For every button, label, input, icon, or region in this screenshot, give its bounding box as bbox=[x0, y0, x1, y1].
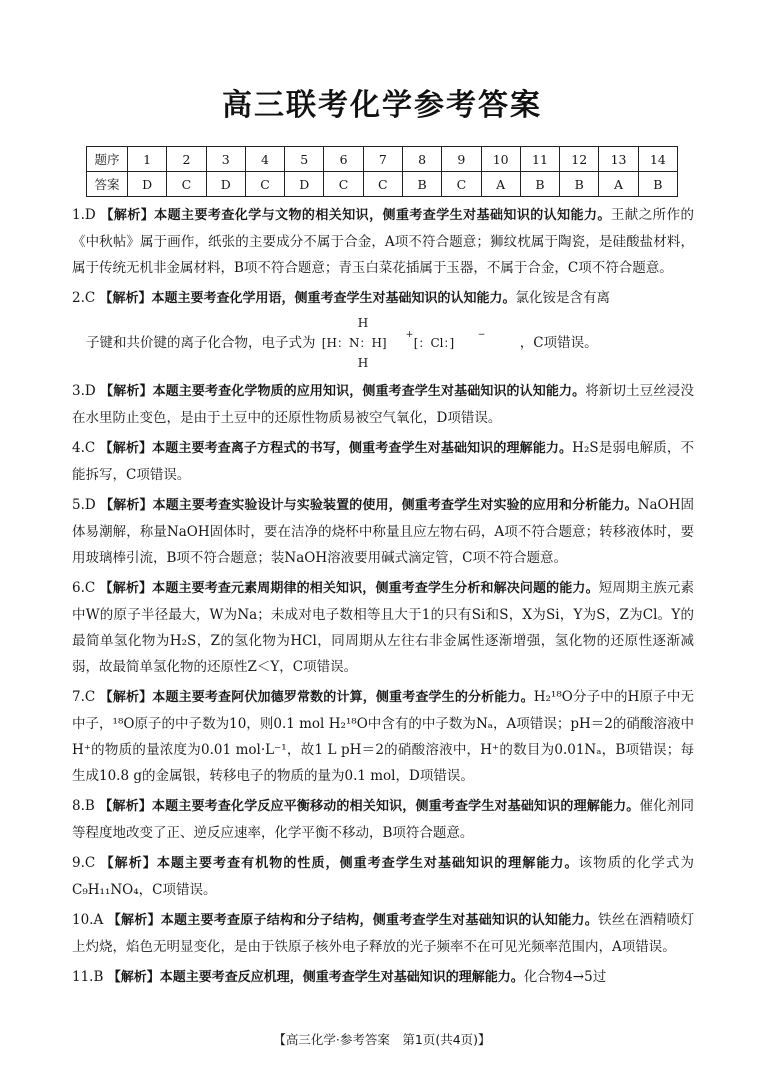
answer-cell: C bbox=[324, 172, 363, 197]
ef-top-h: H bbox=[357, 316, 369, 330]
answer-cell: A bbox=[481, 172, 520, 197]
answer-cell: C bbox=[245, 172, 284, 197]
ef-left: [H：N：H] bbox=[321, 336, 387, 350]
explanation-list bbox=[72, 202, 694, 995]
question-number-cell: 9 bbox=[442, 147, 481, 172]
ef-charge-plus: + bbox=[405, 330, 414, 340]
item-body: 氯化铵是含有离 bbox=[515, 290, 611, 306]
item-number: 2.C bbox=[72, 290, 96, 306]
electron-formula bbox=[320, 316, 520, 370]
list-item bbox=[72, 202, 694, 281]
item-body: 化合物4→5过 bbox=[523, 969, 607, 985]
answer-cell: A bbox=[599, 172, 638, 197]
list-item bbox=[72, 492, 694, 571]
list-item bbox=[72, 850, 694, 903]
answer-cell: D bbox=[206, 172, 245, 197]
answer-table-answer-row bbox=[87, 172, 678, 197]
item-tag: 【解析】本题主要考查有机物的性质，侧重考查学生对基础知识的理解能力。 bbox=[100, 856, 579, 871]
item-body: H₂¹⁸O分子中的H原子中无中子，¹⁸O原子的中子数为10，则0.1 mol H₂¹⁸O中含有的中子数为Nₐ，A项错误；pH＝2的硝酸溶液中H⁺的物质的量浓度为0.01 mol·L⁻¹，故1 L pH＝2的硝酸溶液中，H⁺的数目为0.01Nₐ，B项错误；每生成10.8 g的金属银，转移电子的物质的量为0.1 mol，D项错误。 bbox=[72, 689, 694, 784]
item-number: 4.C bbox=[72, 440, 96, 456]
question-number-cell: 4 bbox=[245, 147, 284, 172]
question-number-cell: 7 bbox=[363, 147, 402, 172]
item-body: 短周期主族元素中W的原子半径最大，W为Na；未成对电子数相等且大于1的只有Si和S，X为Si，Y为S，Z为Cl。Y的最简单氢化物为H₂S，Z的氢化物为HCl，同周期从左往右非金属性逐渐增强，氢化物的还原性逐渐减弱，故最简单氢化物的还原性Z＜Y，C项错误。 bbox=[72, 580, 694, 675]
item-body: 催化剂同等程度地改变了正、逆反应速率，化学平衡不移动，B项符合题意。 bbox=[72, 798, 694, 841]
item-body: NaOH固体易潮解，称量NaOH固体时，要在洁净的烧杯中称量且应左物右码，A项不符合题意；转移液体时，要用玻璃棒引流，B项不符合题意；装NaOH溶液要用碱式滴定管，C项不符合题意。 bbox=[72, 497, 694, 566]
item-body-line2 bbox=[86, 316, 598, 370]
list-item bbox=[72, 907, 694, 960]
page-title: 高三联考化学参考答案 bbox=[222, 88, 542, 123]
answer-table bbox=[86, 146, 678, 197]
item-number: 7.C bbox=[72, 689, 96, 705]
answer-table-number-row bbox=[87, 147, 678, 172]
question-number-cell: 13 bbox=[599, 147, 638, 172]
answer-cell: B bbox=[402, 172, 441, 197]
question-number-cell: 1 bbox=[128, 147, 167, 172]
answer-table-row2-label: 答案 bbox=[87, 172, 128, 197]
item-number: 5.D bbox=[72, 497, 96, 513]
question-number-cell: 6 bbox=[324, 147, 363, 172]
item-tag: 【解析】本题主要考查反应机理，侧重考查学生对基础知识的理解能力。 bbox=[107, 970, 524, 985]
item-number: 10.A bbox=[72, 912, 104, 928]
item-tag: 【解析】本题主要考查化学物质的应用知识，侧重考查学生对基础知识的认知能力。 bbox=[100, 384, 586, 399]
list-item bbox=[72, 964, 694, 991]
list-item bbox=[72, 684, 694, 789]
item-tag: 【解析】本题主要考查元素周期律的相关知识，侧重考查学生分析和解决问题的能力。 bbox=[99, 581, 599, 596]
answer-cell: D bbox=[128, 172, 167, 197]
question-number-cell: 10 bbox=[481, 147, 520, 172]
answer-cell: C bbox=[167, 172, 206, 197]
answer-cell: B bbox=[560, 172, 599, 197]
item-tag: 【解析】本题主要考查化学与文物的相关知识，侧重考查学生对基础知识的认知能力。 bbox=[100, 208, 611, 223]
question-number-cell: 12 bbox=[560, 147, 599, 172]
item-number: 9.C bbox=[72, 855, 96, 871]
answer-cell: C bbox=[363, 172, 402, 197]
page-footer: 【高三化学·参考答案 第1页(共4页)】 bbox=[273, 1032, 491, 1047]
item-number: 6.C bbox=[72, 580, 96, 596]
item-tag: 【解析】本题主要考查离子方程式的书写，侧重考查学生对基础知识的理解能力。 bbox=[99, 441, 573, 456]
item-body: 该物质的化学式为C₉H₁₁NO₄，C项错误。 bbox=[72, 855, 694, 898]
question-number-cell: 2 bbox=[167, 147, 206, 172]
item-tag: 【解析】本题主要考查实验设计与实验装置的使用，侧重考查学生对实验的应用和分析能力。 bbox=[100, 498, 638, 513]
answer-cell: B bbox=[638, 172, 677, 197]
item-number: 1.D bbox=[72, 207, 96, 223]
electron-formula-line bbox=[72, 312, 694, 374]
ef-right: [：Cl：] bbox=[413, 336, 455, 350]
item-tag: 【解析】本题主要考查原子结构和分子结构，侧重考查学生对基础知识的认知能力。 bbox=[107, 913, 598, 928]
item-number: 3.D bbox=[72, 383, 96, 399]
list-item bbox=[72, 435, 694, 488]
list-item bbox=[72, 793, 694, 846]
item-tag: 【解析】本题主要考查化学反应平衡移动的相关知识，侧重考查学生对基础知识的理解能力。 bbox=[99, 799, 640, 814]
line2-text: 子键和共价键的离子化合物，电子式为 bbox=[86, 335, 316, 351]
answer-cell: C bbox=[442, 172, 481, 197]
question-number-cell: 8 bbox=[402, 147, 441, 172]
item-tag: 【解析】本题主要考查阿伏加德罗常数的计算，侧重考查学生的分析能力。 bbox=[99, 690, 534, 705]
question-number-cell: 11 bbox=[520, 147, 559, 172]
item-body: 将新切土豆丝浸没在水里防止变色，是由于土豆中的还原性物质易被空气氧化，D项错误。 bbox=[72, 383, 694, 426]
question-number-cell: 3 bbox=[206, 147, 245, 172]
ef-bottom-h: H bbox=[357, 356, 369, 370]
item-number: 8.B bbox=[72, 798, 95, 814]
list-item bbox=[72, 378, 694, 431]
item-body: 王献之所作的《中秋帖》属于画作，纸张的主要成分不属于合金，A项不符合题意；狮纹枕属于陶瓷，是硅酸盐材料，属于传统无机非金属材料，B项不符合题意；青玉白菜花插属于玉器，不属于合金，C项不符合题意。 bbox=[72, 207, 694, 276]
item-tag: 【解析】本题主要考查化学用语，侧重考查学生对基础知识的认知能力。 bbox=[99, 291, 516, 306]
question-number-cell: 14 bbox=[638, 147, 677, 172]
list-item bbox=[72, 285, 694, 374]
item-body: 铁丝在酒精喷灯上灼烧，焰色无明显变化，是由于铁原子核外电子释放的光子频率不在可见光频率范围内，A项错误。 bbox=[72, 912, 694, 955]
answer-cell: B bbox=[520, 172, 559, 197]
item-number: 11.B bbox=[72, 969, 104, 985]
question-number-cell: 5 bbox=[285, 147, 324, 172]
answer-table-row1-label: 题序 bbox=[87, 147, 128, 172]
list-item bbox=[72, 575, 694, 680]
item-body: H₂S是弱电解质，不能拆写，C项错误。 bbox=[72, 440, 694, 483]
ef-charge-minus: − bbox=[477, 330, 486, 340]
answer-cell: D bbox=[285, 172, 324, 197]
line2-end: ，C项错误。 bbox=[519, 335, 598, 351]
